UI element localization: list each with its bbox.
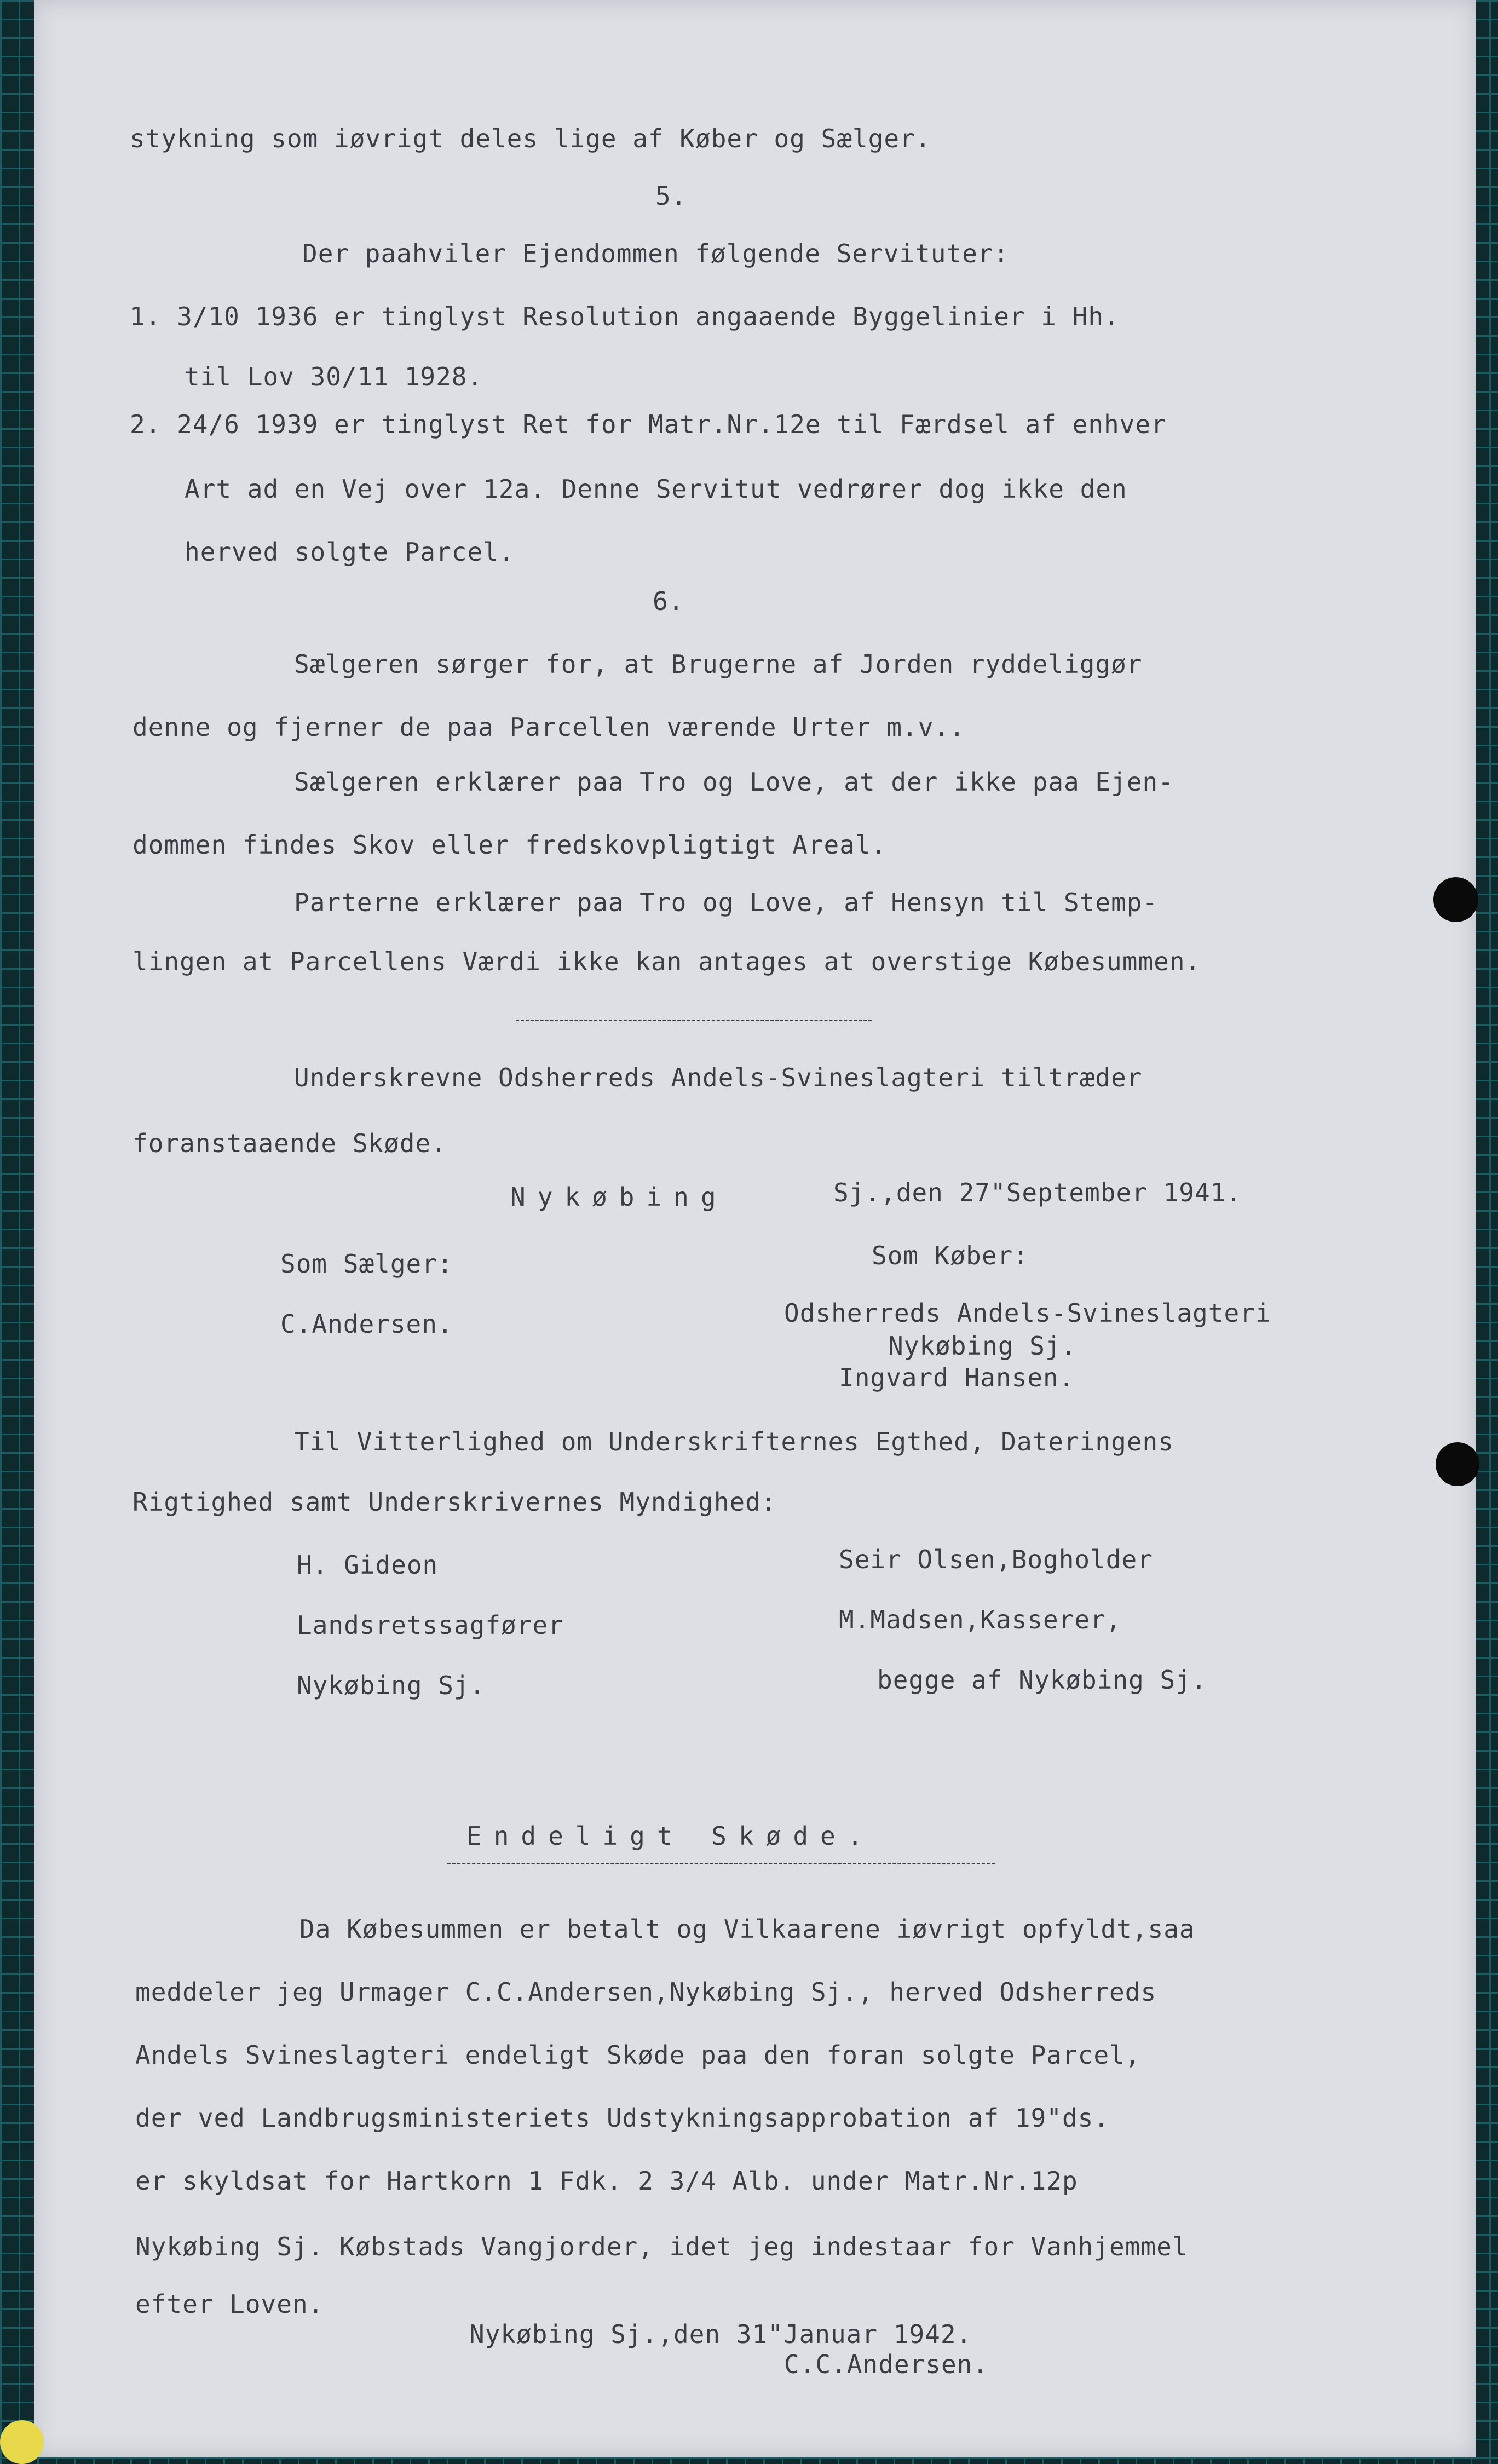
text-line: Da Købesummen er betalt og Vilkaarene iøvrigt opfyldt,saa	[299, 1914, 1195, 1944]
punch-hole	[1436, 1442, 1479, 1486]
text-line: Underskrevne Odsherreds Andels-Svineslagteri tiltræder	[294, 1063, 1143, 1092]
section-number: 6.	[653, 586, 684, 616]
signature: Nykøbing Sj.	[888, 1331, 1077, 1361]
signature: Ingvard Hansen.	[839, 1363, 1075, 1392]
document-page	[34, 0, 1476, 2457]
text-line: er skyldsat for Hartkorn 1 Fdk. 2 3/4 Alb. under Matr.Nr.12p	[135, 2166, 1078, 2196]
text-line: Sælgeren erklærer paa Tro og Love, at der ikke paa Ejen-	[294, 767, 1174, 797]
text-line: Til Vitterlighed om Underskrifternes Egthed, Dateringens	[294, 1427, 1174, 1456]
witness-title: M.Madsen,Kasserer,	[839, 1605, 1122, 1634]
date-line: Sj.,den 27"September 1941.	[833, 1178, 1242, 1207]
text-line: efter Loven.	[135, 2289, 324, 2319]
witness-name: Seir Olsen,Bogholder	[839, 1545, 1153, 1574]
text-line: denne og fjerner de paa Parcellen værende Urter m.v..	[132, 712, 965, 742]
signatory-label: Som Køber:	[872, 1241, 1029, 1270]
witness-place: begge af Nykøbing Sj.	[877, 1665, 1207, 1695]
text-line: 2. 24/6 1939 er tinglyst Ret for Matr.Nr.12e til Færdsel af enhver	[130, 410, 1167, 439]
text-line: herved solgte Parcel.	[185, 537, 515, 567]
text-line: foranstaaende Skøde.	[132, 1129, 447, 1158]
text-line: meddeler jeg Urmager C.C.Andersen,Nykøbing Sj., herved Odsherreds	[135, 1977, 1157, 2007]
text-line: Rigtighed samt Underskrivernes Myndighed:	[132, 1487, 777, 1517]
signature: C.Andersen.	[280, 1309, 453, 1339]
witness-title: Landsretssagfører	[297, 1610, 564, 1640]
heading-underline	[447, 1863, 995, 1864]
text-line: Art ad en Vej over 12a. Denne Servitut vedrører dog ikke den	[185, 474, 1127, 504]
signatory-label: Som Sælger:	[280, 1249, 453, 1279]
text-line: dommen findes Skov eller fredskovpligtigt Areal.	[132, 830, 887, 860]
separator-rule	[516, 1020, 872, 1021]
signature: Odsherreds Andels-Svineslagteri	[784, 1298, 1271, 1328]
witness-place: Nykøbing Sj.	[297, 1671, 486, 1700]
text-line: 1. 3/10 1936 er tinglyst Resolution angaaende Byggelinier i Hh.	[130, 302, 1120, 331]
yellow-sticker	[0, 2420, 44, 2464]
place-name: Nykøbing	[510, 1182, 728, 1212]
text-line: lingen at Parcellens Værdi ikke kan antages at overstige Købesummen.	[132, 947, 1201, 976]
date-line: Nykøbing Sj.,den 31"Januar 1942.	[469, 2319, 972, 2349]
punch-hole	[1433, 877, 1478, 922]
section-heading: Endeligt Skøde.	[466, 1821, 875, 1851]
text-line: Andels Svineslagteri endeligt Skøde paa den foran solgte Parcel,	[135, 2040, 1141, 2070]
text-line: der ved Landbrugsministeriets Udstykningsapprobation af 19"ds.	[135, 2103, 1110, 2133]
text-line: Sælgeren sørger for, at Brugerne af Jorden ryddeliggør	[294, 649, 1143, 679]
section-number: 5.	[655, 181, 687, 211]
signature: C.C.Andersen.	[784, 2350, 989, 2379]
text-line: Der paahviler Ejendommen følgende Servituter:	[302, 239, 1010, 268]
text-line: Nykøbing Sj. Købstads Vangjorder, idet jeg indestaar for Vanhjemmel	[135, 2232, 1188, 2261]
text-line: til Lov 30/11 1928.	[185, 362, 483, 392]
witness-name: H. Gideon	[297, 1550, 439, 1580]
text-line: Parterne erklærer paa Tro og Love, af Hensyn til Stemp-	[294, 888, 1159, 917]
text-line: stykning som iøvrigt deles lige af Køber og Sælger.	[130, 124, 931, 153]
